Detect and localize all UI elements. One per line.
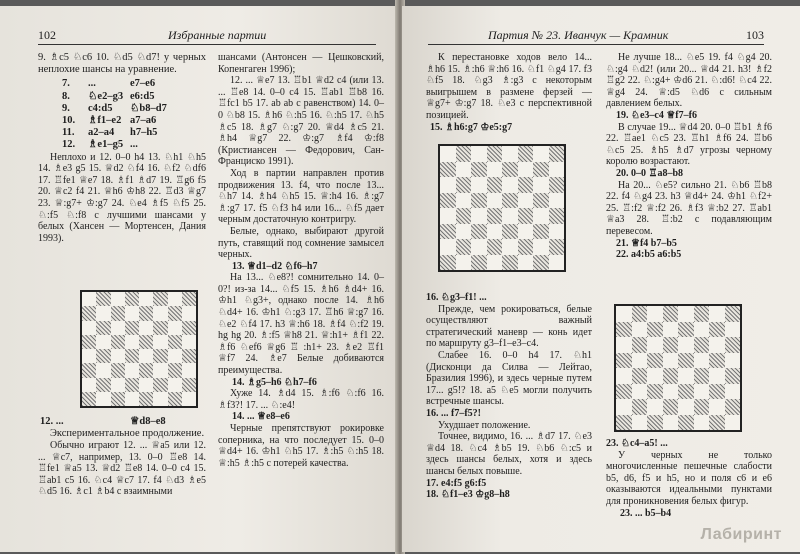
- paragraph: 9. ♗c5 ♘c6 10. ♘d5 ♘d7! у черных неплохие шансы на уравнение.: [38, 52, 206, 76]
- dark-square: [647, 415, 663, 431]
- paragraph: Обычно играют 12. ... ♕a5 или 12. ... ♕c7, например, 13. 0–0 ♖e8 14. ♖fe1 ♕a5 13. ♕d2 ♖e8 14. 0–0 c4 15. ♖ab1 c5 16. ♘c4 ♕c7 17. f4 ♘d3 ♗e5 ♘d5 16. ♗c1 ♗b4 с взаимными: [38, 440, 206, 498]
- page-number: 103: [746, 28, 764, 42]
- dark-square: [678, 384, 694, 400]
- dark-square: [111, 363, 125, 377]
- move-line: 21. ♕f4 b7–b5: [616, 237, 677, 249]
- dark-square: [663, 368, 679, 384]
- dark-square: [549, 239, 565, 255]
- move-caption: 12. ... ♕d8–e8: [40, 416, 166, 427]
- dark-square: [456, 208, 472, 224]
- dark-square: [487, 177, 503, 193]
- dark-square: [663, 306, 679, 322]
- dark-square: [725, 337, 741, 353]
- move-line: 15. ♗h6:g7 ♔e5:g7: [430, 121, 513, 133]
- dark-square: [168, 363, 182, 377]
- running-title: Партия № 23. Иванчук — Крамник: [488, 28, 669, 42]
- page-number: 102: [38, 28, 56, 42]
- paragraph: Ход в партии направлен против продвижения 13. f4, что после 13... ♘h7 14. ♗h4 ♘h5 15. ♕:h4 16. ♗:g7 ♗:g7 17. f5 ♘f3 h4 или 16... ♘f5 дает черным достаточную контригру.: [218, 167, 384, 226]
- dark-square: [616, 384, 632, 400]
- dark-square: [471, 162, 487, 178]
- move-row: 9. c4:d5 ♘b8–d7: [62, 102, 167, 114]
- left-page: [0, 6, 398, 552]
- move-list: [38, 78, 206, 151]
- right-page: [402, 6, 800, 552]
- dark-square: [694, 337, 710, 353]
- paragraph: У черных не только многочисленные пешечные слабости b5, d6, f5 и h5, но и поля c6 и e6 оказываются идеальными пунктами для проникновения белых фигур.: [606, 449, 772, 507]
- move-line: 14. ... ♕e8–e6: [232, 411, 290, 423]
- dark-square: [725, 368, 741, 384]
- dark-square: [456, 146, 472, 162]
- dark-square: [549, 177, 565, 193]
- dark-square: [111, 335, 125, 349]
- dark-square: [182, 321, 196, 335]
- dark-square: [153, 321, 167, 335]
- right-column-1: [426, 52, 592, 133]
- running-title: Избранные партии: [168, 28, 267, 42]
- dark-square: [440, 193, 456, 209]
- left-column-2: [218, 52, 384, 469]
- dark-square: [82, 363, 96, 377]
- move-line: 18. ♘f1–e3 ♔g8–h8: [426, 489, 510, 501]
- dark-square: [694, 399, 710, 415]
- paragraph: Точнее, видимо, 16. ... ♗d7 17. ♘e3 ♕d4 18. ♘c4 ♗b5 19. ♘b6 ♘:c5 и здесь шансы белых, хотя и здесь шансы белых повыше.: [426, 431, 592, 477]
- dark-square: [678, 353, 694, 369]
- dark-square: [153, 292, 167, 306]
- paragraph: Хуже 14. ♗d4 15. ♗:f6 ♘:f6 16. ♗f3?! 17. ... ♘:e4!: [218, 388, 384, 411]
- dark-square: [518, 208, 534, 224]
- dark-square: [96, 321, 110, 335]
- right-column-2: [606, 52, 772, 261]
- dark-square: [616, 322, 632, 338]
- paragraph: Экспериментальное продолжение.: [50, 428, 205, 440]
- dark-square: [647, 353, 663, 369]
- dark-square: [647, 384, 663, 400]
- move-line: 19. ♘e3–c4 ♕f7–f6: [616, 109, 697, 121]
- dark-square: [549, 208, 565, 224]
- dark-square: [153, 378, 167, 392]
- dark-square: [709, 415, 725, 431]
- move-line: 14. ♗g5–h6 ♘h7–f6: [232, 376, 317, 388]
- left-column-1-bottom: [38, 416, 206, 497]
- dark-square: [111, 392, 125, 406]
- move-row: 8. ♘e2–g3 e6:d5: [62, 90, 155, 102]
- right-column-1-bottom: [426, 292, 592, 501]
- left-column-1: [38, 52, 206, 244]
- chess-diagram-3: [614, 304, 742, 432]
- dark-square: [82, 335, 96, 349]
- move-line: 16. ♘g3–f1! ...: [426, 292, 487, 303]
- dark-square: [168, 392, 182, 406]
- dark-square: [139, 392, 153, 406]
- dark-square: [616, 415, 632, 431]
- dark-square: [182, 378, 196, 392]
- watermark-logo: Лабиринт: [700, 526, 782, 543]
- move-row: 11. a2–a4 h7–h5: [62, 127, 158, 139]
- dark-square: [549, 146, 565, 162]
- dark-square: [632, 399, 648, 415]
- dark-square: [533, 162, 549, 178]
- paragraph: К перестановке ходов вело 14... ♗h6 15. ♗:h6 ♕:h6 16. ♘f1 ♘g4 17. f3 ♘f5 18. ♘g3 ♗:g3 с некоторым выигрышем в размене ферзей — ♕g7+ ♔:g7 18. ♘e3 с перспективной позицией.: [426, 52, 592, 121]
- right-header: [428, 28, 764, 45]
- dark-square: [96, 292, 110, 306]
- dark-square: [168, 335, 182, 349]
- move-row: 10. ♗f1–e2 a7–a6: [62, 115, 157, 127]
- dark-square: [533, 224, 549, 240]
- dark-square: [182, 349, 196, 363]
- dark-square: [709, 353, 725, 369]
- dark-square: [440, 255, 456, 271]
- dark-square: [694, 306, 710, 322]
- dark-square: [678, 415, 694, 431]
- dark-square: [502, 193, 518, 209]
- dark-square: [709, 322, 725, 338]
- dark-square: [533, 255, 549, 271]
- dark-square: [663, 337, 679, 353]
- dark-square: [533, 193, 549, 209]
- paragraph: Слабее 16. 0–0 h4 17. ♘h1 (Дисконци да Силва — Лейтао, Бразилия 1996), и здесь черные путем 17... g5!? 18. a5 ♘e5 могли получить встречные шансы.: [426, 349, 592, 408]
- dark-square: [502, 224, 518, 240]
- move-line: 16. ... f7–f5?!: [426, 407, 481, 419]
- dark-square: [647, 322, 663, 338]
- dark-square: [440, 224, 456, 240]
- dark-square: [678, 322, 694, 338]
- dark-square: [182, 292, 196, 306]
- paragraph: Не лучше 18... ♘e5 19. f4 ♘g4 20. ♘:g4 ♘d2! (или 20... ♕d4 21. h3! ♗f2 ♖g2 22. ♘:g4+ ♔d6 21. ♘:d6! ♘c4 22. ♕g4 24. ♕:d5 ♘d6 с сильным давлением белых.: [606, 52, 772, 110]
- move-line: 13. ♕d1–d2 ♘f6–h7: [232, 260, 318, 272]
- dark-square: [139, 363, 153, 377]
- dark-square: [139, 306, 153, 320]
- paragraph: Прежде, чем рокироваться, белые осуществляют важный стратегический маневр — конь идет по маршруту g3–f1–e3–c4.: [426, 303, 592, 350]
- right-column-2-bottom: [606, 438, 772, 519]
- paragraph: В случае 19... ♕d4 20. 0–0 ♖b1 ♗f6 22. ♖ae1 ♘c5 23. ♖h1 ♗f6 24. ♖b6 ♘c5 25. ♗h5 ♗d7 угрозы черному королю возрастают.: [606, 121, 772, 168]
- dark-square: [518, 239, 534, 255]
- dark-square: [96, 378, 110, 392]
- dark-square: [82, 306, 96, 320]
- dark-square: [502, 255, 518, 271]
- dark-square: [632, 337, 648, 353]
- dark-square: [440, 162, 456, 178]
- dark-square: [694, 368, 710, 384]
- dark-square: [502, 162, 518, 178]
- dark-square: [456, 177, 472, 193]
- dark-square: [125, 292, 139, 306]
- dark-square: [725, 399, 741, 415]
- move-line: 23. ♘c4–a5! ...: [606, 438, 668, 449]
- left-header: [38, 28, 376, 45]
- paragraph: На 13... ♘e8?! сомнительно 14. 0–0?! из-за 14... ♘f5 15. ♗h6 ♗d4+ 16. ♔h1 ♘g3+, однако после 14. ♗h6 ♘d4+ 16. ♔h1 ♘:g3 17. ♖h6 ♕:g7 16. ♘e2 ♘f4 17. h3 ♕:h6 18. ♗f4 ♘:f2 19. hg hg 20. ♗:f5 ♕h8 21. ♕:h1+ ♗f1 22. ♗f6 ♘ef6 ♕g6 ♖ :h1+ 23. ♗e2 ♖f1 ♕f7 24. ♗e7 Белые добиваются преимущества.: [218, 272, 384, 377]
- dark-square: [487, 208, 503, 224]
- paragraph: На 20... ♘e5? сильно 21. ♘b6 ♖b8 22. f4 ♘g4 23. h3 ♕d4+ 24. ♔h1 ♘f2+ 25. ♖:f2 ♕:f2 26. ♗f3 ♕:b2 27. ♖ab1 ♕a3 28. ♖:b2 с подавляющим перевесом.: [606, 179, 772, 237]
- dark-square: [456, 239, 472, 255]
- dark-square: [518, 146, 534, 162]
- dark-square: [125, 349, 139, 363]
- dark-square: [96, 349, 110, 363]
- move-row: 7. ... e7–e6: [62, 78, 156, 90]
- chess-diagram-2: [438, 144, 566, 272]
- dark-square: [139, 335, 153, 349]
- dark-square: [709, 384, 725, 400]
- dark-square: [663, 399, 679, 415]
- dark-square: [471, 193, 487, 209]
- paragraph: Черные препятствуют рокировке соперника, на что последует 15. 0–0 ♕d4+ 16. ♔h1 ♘h5 17. ♗:h5 ♘:h5 18. ♕:h5 ♗:h5 с потерей качества.: [218, 423, 384, 469]
- dark-square: [153, 349, 167, 363]
- paragraph: 12. ... ♕e7 13. ♖b1 ♕d2 c4 (или 13. ... ♖e8 14. 0–0 c4 15. ♖ab1 ♖b8 16. ♖fc1 b5 17. ab ab с равенством) 14. 0–0 ♘b8 15. ♗h6 ♘:h5 16. ♘:h5 17. ♘h5 ♗c5 18. ♗g7 ♘:g7 20. ♕d4 ♗c5 21. ♗h4 ♕g7 22. ♔:g7 ♗f4 ♔:f8 (Кристиансен — Федорович, Сан-Франциско 1991).: [218, 75, 384, 168]
- paragraph: Неплохо и 12. 0–0 h4 13. ♘h1 ♘h5 14. ♗e3 g5 15. ♕d2 ♘f4 16. ♘f2 ♘df6 17. ♖fe1 ♕e7 18. ♗f1 ♗d7 19. ♖g6 f5 20. ♕c2 f4 21. ♕h6 ♔h8 22. ♖d3 ♕g7 23. ♕:g7+ ♔:g7 24. ♘e4 ♗f5 ♘f5 25. ♘:f5 ♘:f8 с лучшими шансами у белых (Хансен — Мортенсен, Дания 1993).: [38, 151, 206, 244]
- paragraph: шансами (Антонсен — Цешковский, Копенгаген 1996);: [218, 52, 384, 75]
- dark-square: [487, 239, 503, 255]
- dark-square: [725, 306, 741, 322]
- paragraph: Белые, однако, выбирают другой путь, ставящий под сомнение замысел черных.: [218, 225, 384, 261]
- dark-square: [471, 224, 487, 240]
- move-line: 20. 0–0 ♖a8–b8: [616, 167, 684, 179]
- dark-square: [632, 306, 648, 322]
- dark-square: [82, 392, 96, 406]
- dark-square: [616, 353, 632, 369]
- move-line: 23. ... b5–b4: [620, 507, 672, 519]
- dark-square: [518, 177, 534, 193]
- move-line: 22. a4:b5 a6:b5: [616, 249, 682, 261]
- move-line: 17. e4:f5 g6:f5: [426, 477, 487, 489]
- dark-square: [125, 321, 139, 335]
- paragraph: Ухудшает положение.: [438, 419, 531, 431]
- dark-square: [168, 306, 182, 320]
- move-row: 12. ♗e1–g5 ...: [62, 139, 138, 151]
- dark-square: [125, 378, 139, 392]
- dark-square: [632, 368, 648, 384]
- dark-square: [487, 146, 503, 162]
- dark-square: [111, 306, 125, 320]
- dark-square: [471, 255, 487, 271]
- chess-diagram-1: [80, 290, 198, 408]
